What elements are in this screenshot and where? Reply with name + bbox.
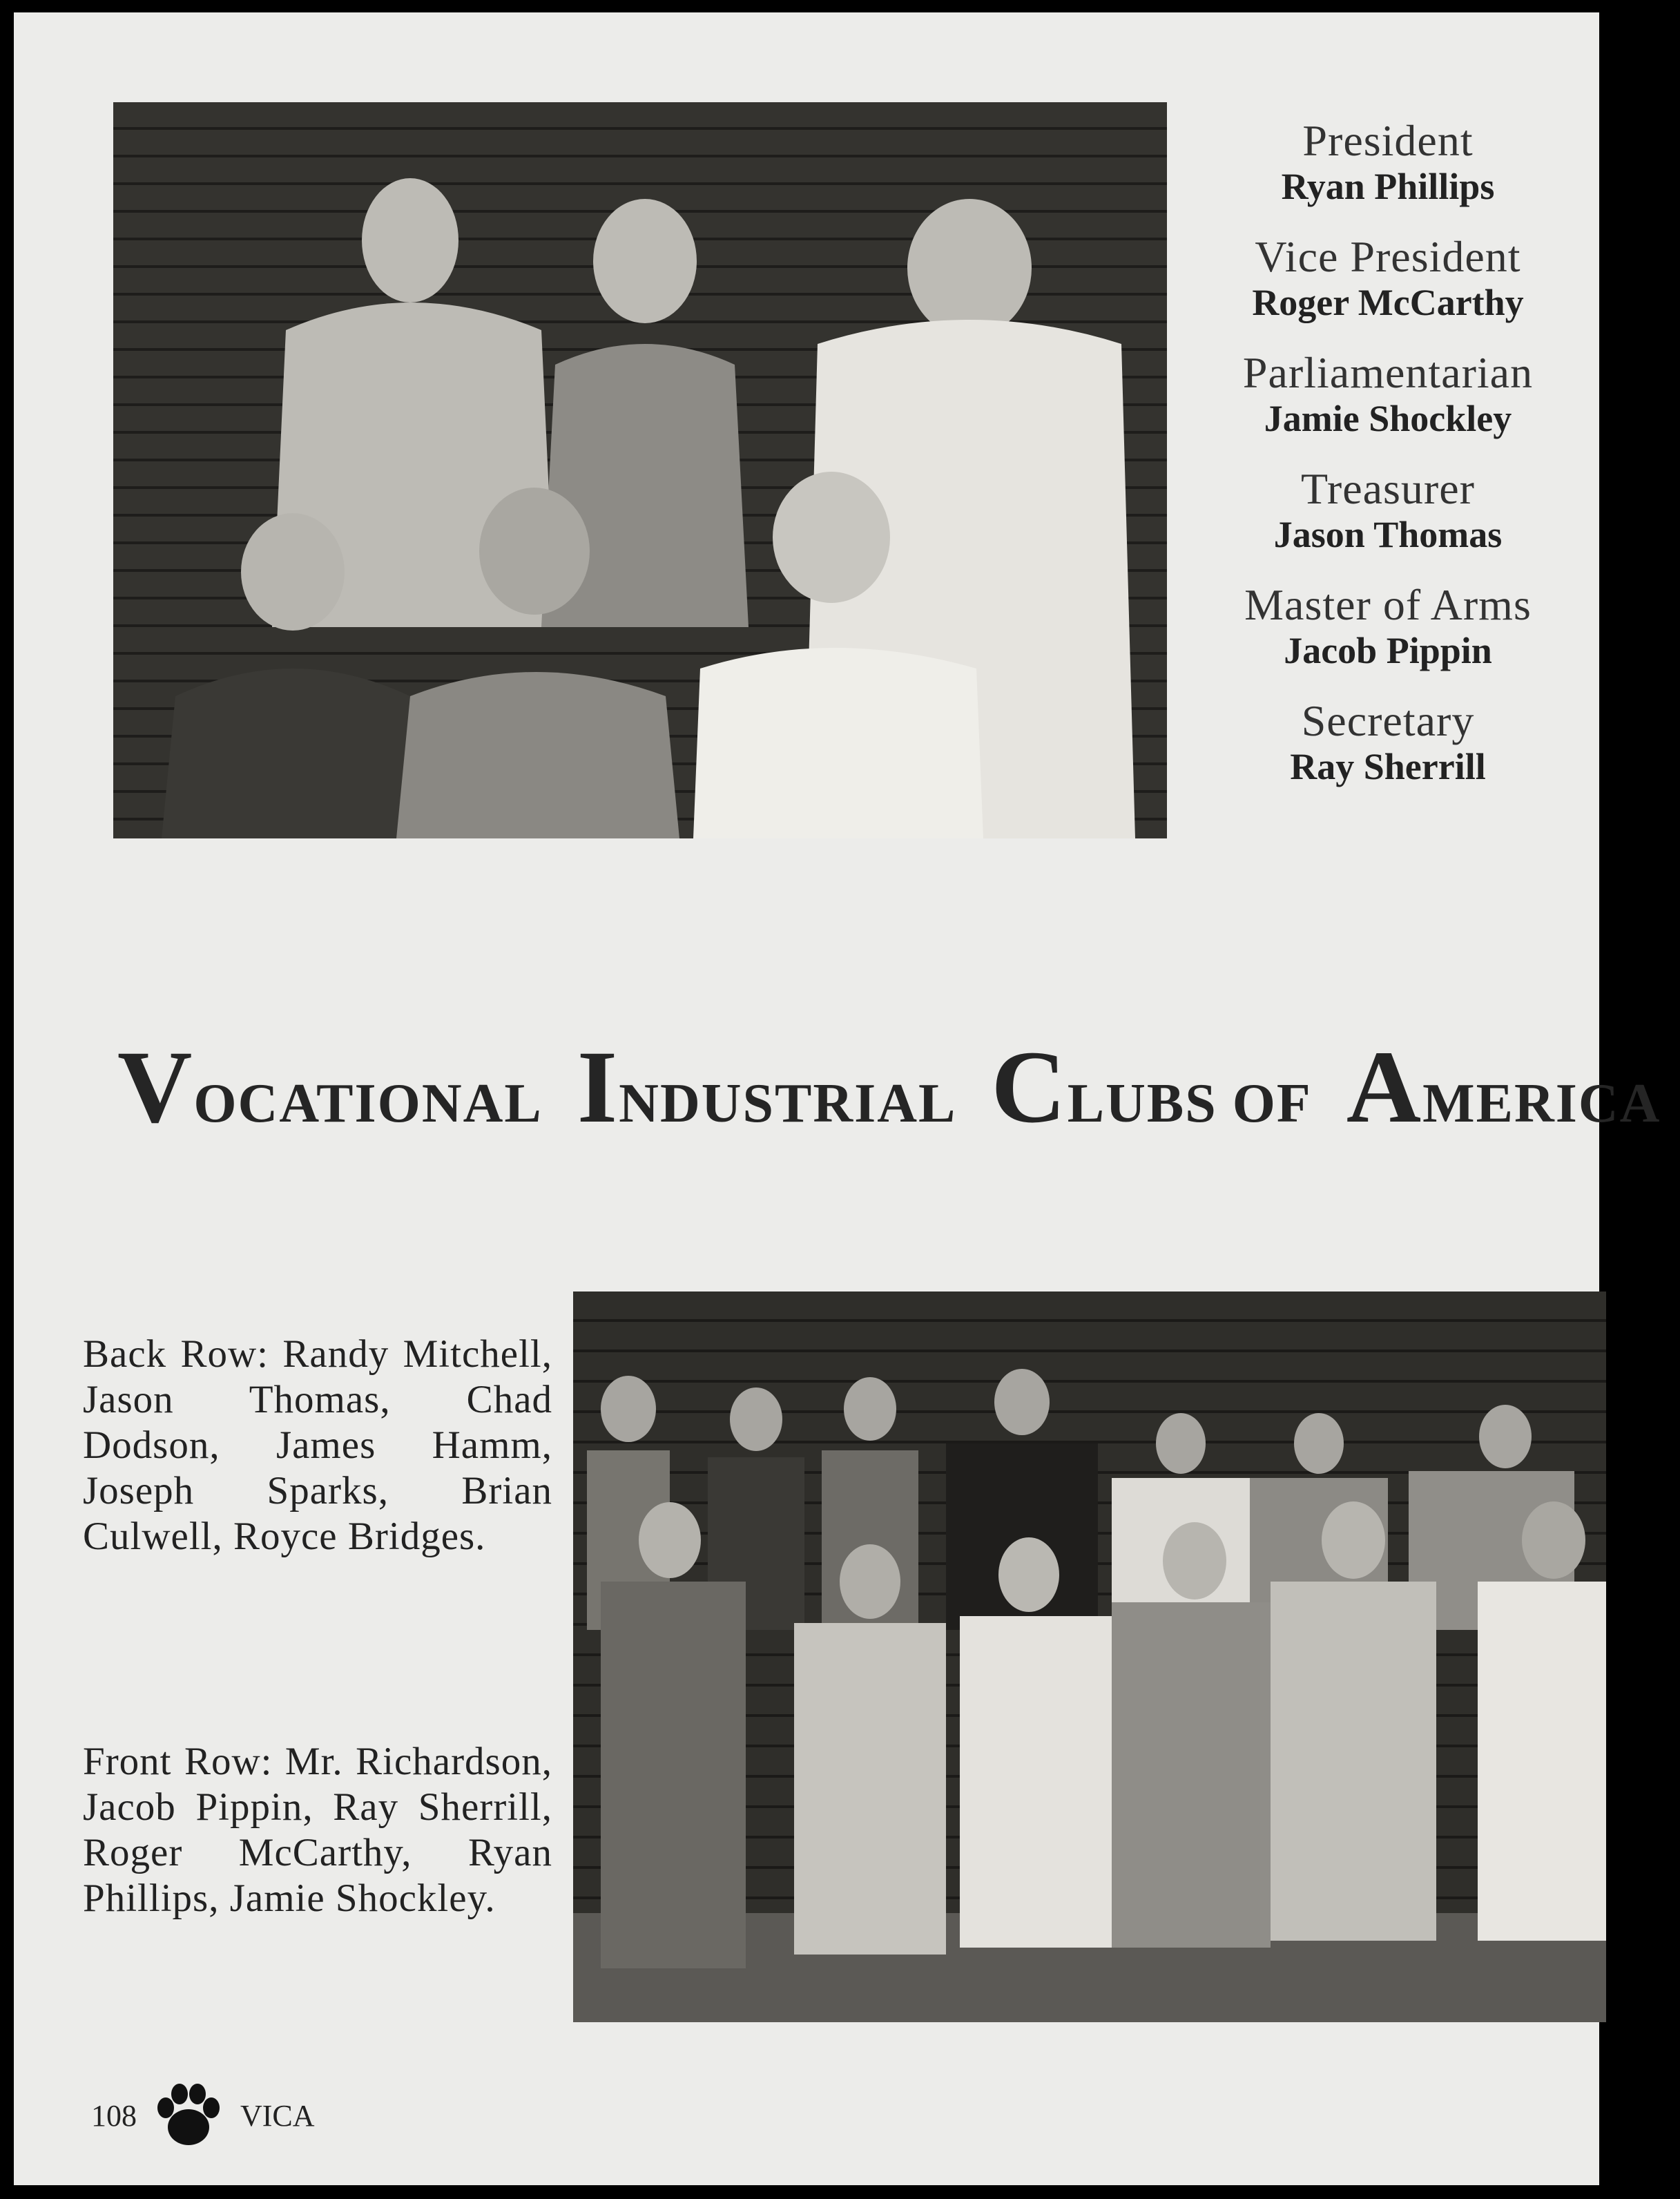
officer-name: Roger McCarthy <box>1252 282 1524 323</box>
page-number: 108 <box>91 2098 137 2133</box>
title-word <box>117 1028 543 1146</box>
group-photo <box>573 1291 1606 2022</box>
officer-title: Secretary <box>1301 696 1475 745</box>
officer-name: Jacob Pippin <box>1284 630 1492 671</box>
title-initial: A <box>1346 1030 1423 1144</box>
officer-parliamentarian <box>1188 348 1588 439</box>
title-word <box>1346 1028 1661 1146</box>
officer-title: Treasurer <box>1301 464 1475 513</box>
title-initial: I <box>577 1030 619 1144</box>
title-initial: V <box>117 1030 194 1144</box>
officer-name: Jason Thomas <box>1273 514 1503 555</box>
title-rest: MERICA <box>1422 1073 1661 1134</box>
officer-master-of-arms <box>1188 580 1588 671</box>
title-initial: C <box>991 1030 1068 1144</box>
page-title <box>117 1028 1661 1146</box>
officer-name: Jamie Shockley <box>1264 398 1512 439</box>
page-footer <box>91 2077 315 2153</box>
officer-title: Vice President <box>1255 232 1521 281</box>
back-row-caption: Back Row: Randy Mitchell, Jason Thomas, Chad Dodson, James Hamm, Joseph Sparks, Brian Culwell, Royce Bridges. <box>83 1332 552 1558</box>
front-row-caption: Front Row: Mr. Richardson, Jacob Pippin, Ray Sherrill, Roger McCarthy, Ryan Phillips, Jamie Shockley. <box>83 1740 552 1920</box>
title-rest: LUBS OF <box>1067 1073 1312 1134</box>
officer-vice-president <box>1188 232 1588 323</box>
officer-name: Ray Sherrill <box>1290 746 1486 787</box>
yearbook-page <box>14 12 1661 2185</box>
officer-title: President <box>1302 116 1474 165</box>
officer-treasurer <box>1188 464 1588 555</box>
title-rest: NDUSTRIAL <box>619 1073 957 1134</box>
title-word <box>991 1028 1311 1146</box>
officers-list <box>1188 116 1588 812</box>
title-rest: OCATIONAL <box>193 1073 543 1134</box>
officer-title: Parliamentarian <box>1242 348 1534 397</box>
officers-photo <box>113 102 1167 838</box>
officer-name: Ryan Phillips <box>1281 166 1495 207</box>
section-label: VICA <box>240 2098 315 2133</box>
title-word <box>577 1028 957 1146</box>
officer-president <box>1188 116 1588 207</box>
officer-title: Master of Arms <box>1244 580 1532 629</box>
paw-print-icon <box>151 2077 226 2153</box>
officer-secretary <box>1188 696 1588 787</box>
